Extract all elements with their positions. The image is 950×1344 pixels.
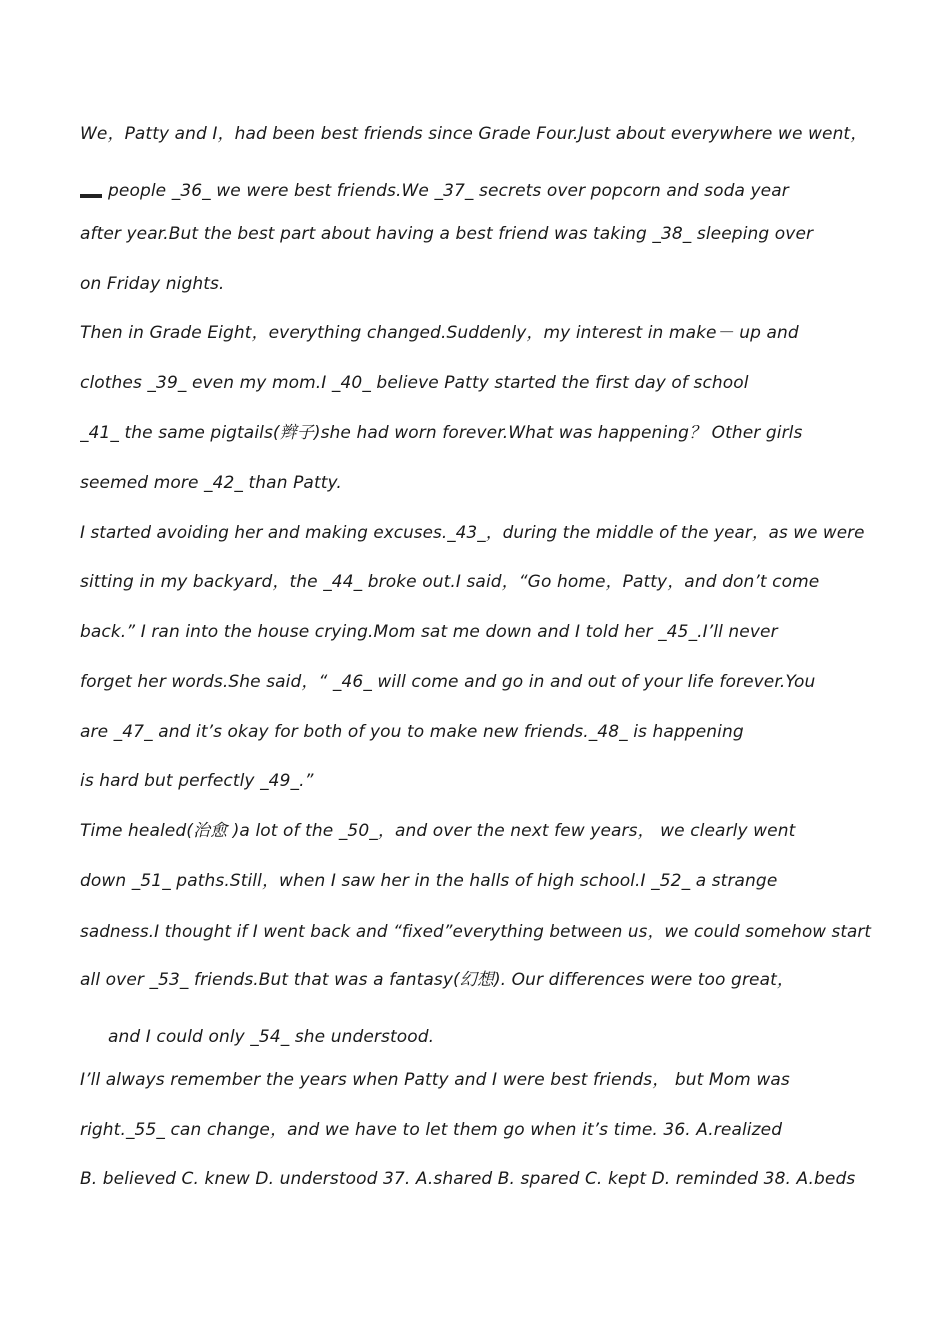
text-line-12: forget her words.She said，“ _46_ will come and go in and out of your life forever.You: [80, 672, 816, 692]
blank-mark-icon: [80, 194, 102, 198]
text-line-7: _41_ the same pigtails(辫子)she had worn forever.What was happening？ Other girls: [80, 423, 803, 443]
text-line-14: is hard but perfectly _49_.”: [80, 771, 314, 791]
text-line-15: Time healed(治愈 )a lot of the _50_，and over the next few years， we clearly went: [80, 821, 796, 841]
text-line-22: B. believed C. knew D. understood 37. A.shared B. spared C. kept D. reminded 38. A.beds: [80, 1169, 856, 1189]
text-line-19: and I could only _54_ she understood.: [108, 1027, 435, 1047]
text-line-10: sitting in my backyard，the _44_ broke out.I said，“Go home，Patty，and don’t come: [80, 572, 820, 592]
text-line-9: I started avoiding her and making excuses._43_，during the middle of the year，as we were: [80, 522, 865, 542]
text-line-17: sadness.I thought if I went back and “fixed”everything between us，we could somehow start: [80, 921, 872, 941]
text-line-5: Then in Grade Eight，everything changed.Suddenly，my interest in make－ up and: [80, 323, 799, 343]
text-line-11: back.” I ran into the house crying.Mom sat me down and I told her _45_.I’ll never: [80, 622, 778, 642]
text-line-4: on Friday nights.: [80, 274, 225, 294]
text-line-8: seemed more _42_ than Patty.: [80, 473, 342, 493]
text-line-18: all over _53_ friends.But that was a fantasy(幻想). Our differences were too great，: [80, 970, 794, 990]
text-line-3: after year.But the best part about having a best friend was taking _38_ sleeping over: [80, 224, 814, 244]
text-line-6: clothes _39_ even my mom.I _40_ believe Patty started the first day of school: [80, 373, 749, 393]
text-line-13: are _47_ and it’s okay for both of you to make new friends._48_ is happening: [80, 722, 744, 742]
text-line-20: I’ll always remember the years when Patty and I were best friends， but Mom was: [80, 1070, 790, 1090]
text-line-16: down _51_ paths.Still，when I saw her in the halls of high school.I _52_ a strange: [80, 871, 778, 891]
text-line-2-content: people _36_ we were best friends.We _37_ secrets over popcorn and soda year: [108, 181, 789, 201]
text-line-21: right._55_ can change，and we have to let them go when it’s time. 36. A.realized: [80, 1120, 783, 1140]
text-line-1: We，Patty and I，had been best friends since Grade Four.Just about everywhere we went，: [80, 124, 868, 144]
text-line-2: [80, 178, 872, 204]
